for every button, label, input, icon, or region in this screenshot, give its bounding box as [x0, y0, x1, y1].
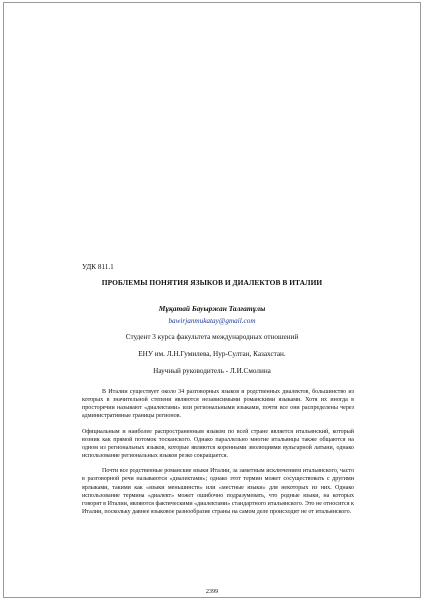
body-text	[82, 388, 354, 523]
paper-title: ПРОБЛЕМЫ ПОНЯТИЯ ЯЗЫКОВ И ДИАЛЕКТОВ В ИТАЛИИ	[101, 278, 323, 287]
author-email: bawirjanmukatay@gmail.com	[168, 317, 256, 325]
supervisor-line: Научный руководитель - Л.И.Смолина	[153, 367, 271, 375]
document-page	[3, 2, 421, 598]
paragraph-3: Почти все родственные романские языки Италии, за заметным исключением итальянского, часто в разговорной речи называются «диалектами»; однако этот термин может сосуществовать с другими ярлыками, такими как «языки меньшинств» или «местные языки» для некоторых из них. Однако использование термина «диалект» может ошибочно подразумевать, что родные языки, на которых говорят в Италии, являются фактическими «диалектами» стандартного итальянского. Это не относится к Италии, поскольку давнее языковое разнообразие страны на самом деле происходит не от итальянского.	[82, 468, 354, 516]
paragraph-1: В Италии существует около 34 разговорных языков и родственных диалектов, большинство из которых в значительной степени являются независимыми романскими языками. Хотя их иногда в просторечии называют «диалектами» или региональными языками, почти все они распределены через административные границы регионов.	[82, 389, 354, 420]
paragraph-2: Официальным и наиболее распространенным языком по всей стране является итальянский, который возник как прямой потомок тосканского. Однако параллельно многие итальянцы также общаются на одном из региональных языков, которые являются коренными эволюциями вульгарной латыни, однако использование региональных языков резко сокращается.	[82, 428, 354, 460]
affiliation-line-1: Студент 3 курса факультета международных отношений	[125, 333, 299, 341]
udk-code: УДК 811.1	[82, 263, 114, 271]
affiliation-line-2: ЕНУ им. Л.Н.Гумилева, Нур-Султан, Казахстан.	[138, 350, 286, 358]
author-name: Мұқатай Бауыржан Талғатұлы	[158, 304, 266, 313]
page-number: 2399	[205, 588, 219, 595]
